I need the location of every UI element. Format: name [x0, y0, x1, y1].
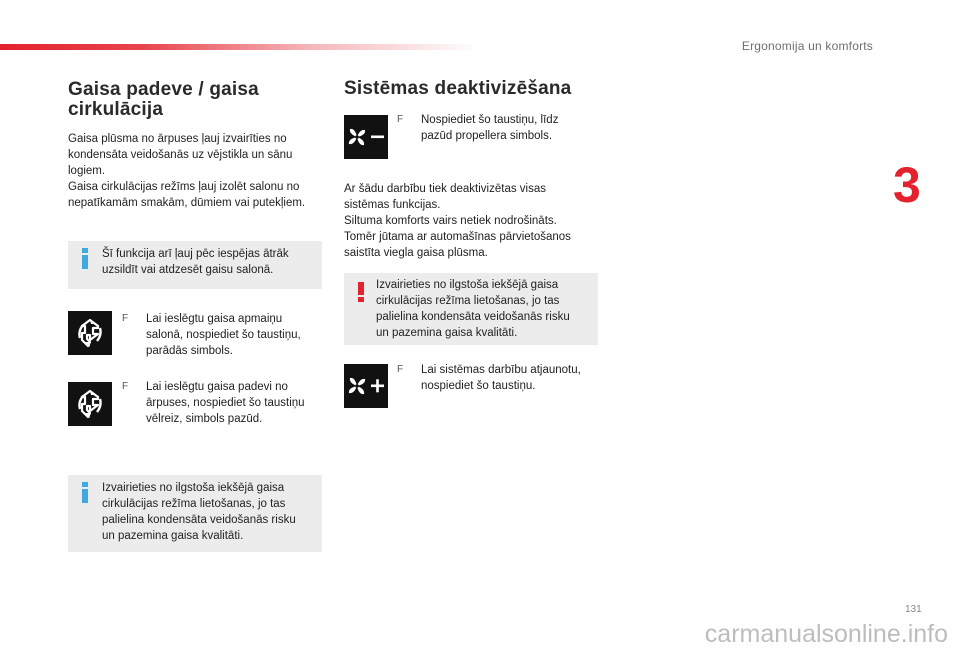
text-line: Nospiediet šo taustiņu, līdz — [421, 114, 559, 126]
fan-plus-icon — [344, 364, 388, 408]
text-line: vēlreiz, simbols pazūd. — [146, 413, 263, 425]
text-line: Tomēr jūtama ar automašīnas pārvietošanos — [344, 231, 571, 243]
page-number: 131 — [905, 604, 922, 615]
text-line: saistīta viegla gaisa plūsma. — [344, 247, 488, 259]
air-recirculation-icon — [68, 311, 112, 355]
top-accent-bar — [0, 44, 480, 50]
text-line: Šī funkcija arī ļauj pēc iespējas ātrāk — [102, 248, 289, 260]
text-line: Siltuma komforts vairs netiek nodrošināts. — [344, 215, 557, 227]
info-note-text — [102, 480, 296, 544]
text-line: palielina kondensāta veidošanās risku — [376, 311, 570, 323]
air-recirculation-icon — [68, 382, 112, 426]
text-line: Lai ieslēgtu gaisa padevi no — [146, 381, 288, 393]
text-line: parādās simbols. — [146, 345, 233, 357]
step-marker-icon: F — [397, 114, 404, 125]
text-line: Lai ieslēgtu gaisa apmaiņu — [146, 313, 283, 325]
info-note — [68, 241, 322, 289]
section-title: Ergonomija un komforts — [741, 39, 873, 53]
text-line: logiem. — [68, 165, 106, 177]
chapter-number: 3 — [893, 157, 921, 213]
text-line: sistēmas funkcijas. — [344, 199, 441, 211]
info-note-text — [102, 246, 289, 278]
step-marker-icon: F — [122, 313, 129, 324]
step-text — [421, 362, 581, 394]
fan-minus-icon — [344, 115, 388, 159]
watermark: carmanualsonline.info — [704, 620, 948, 648]
text-line: ārpuses, nospiediet šo taustiņu — [146, 397, 305, 409]
intro-paragraph — [68, 131, 338, 211]
info-icon — [82, 482, 88, 503]
text-line: Ar šādu darbību tiek deaktivizētas visas — [344, 183, 546, 195]
heading-air-intake — [68, 80, 328, 120]
heading-line: Gaisa padeve / gaisa — [68, 79, 259, 100]
text-line: salonā, nospiediet šo taustiņu, — [146, 329, 301, 341]
text-line: nospiediet šo taustiņu. — [421, 380, 536, 392]
step-marker-icon: F — [397, 364, 404, 375]
text-line: cirkulācijas režīma lietošanas, jo tas — [376, 295, 560, 307]
warning-note-text — [376, 277, 570, 341]
warning-icon — [358, 282, 364, 302]
text-line: Izvairieties no ilgstoša iekšējā gaisa — [376, 279, 559, 291]
heading-line: cirkulācija — [68, 99, 164, 120]
step-text — [146, 379, 305, 427]
text-line: kondensāta veidošanās uz vējstikla un sānu — [68, 149, 293, 161]
step-marker-icon: F — [122, 381, 129, 392]
info-note-recirculation — [68, 475, 322, 552]
deactivation-paragraph — [344, 181, 614, 261]
text-line: Lai sistēmas darbību atjaunotu, — [421, 364, 581, 376]
step-text — [421, 112, 558, 144]
text-line: un pazemina gaisa kvalitāti. — [102, 530, 244, 542]
info-icon — [82, 248, 88, 269]
warning-note — [344, 273, 598, 345]
heading-system-off: Sistēmas deaktivizēšana — [344, 78, 572, 99]
text-line: palielina kondensāta veidošanās risku — [102, 514, 296, 526]
text-line: un pazemina gaisa kvalitāti. — [376, 327, 518, 339]
step-text — [146, 311, 301, 359]
text-line: cirkulācijas režīma lietošanas, jo tas — [102, 498, 286, 510]
text-line: pazūd propellera simbols. — [421, 130, 553, 142]
text-line: uzsildīt vai atdzesēt gaisu salonā. — [102, 264, 274, 276]
text-line: Gaisa cirkulācijas režīms ļauj izolēt salonu no — [68, 181, 300, 193]
text-line: Izvairieties no ilgstoša iekšējā gaisa — [102, 482, 285, 494]
text-line: Gaisa plūsma no ārpuses ļauj izvairīties no — [68, 133, 287, 145]
text-line: nepatīkamām smakām, dūmiem vai putekļiem. — [68, 197, 306, 209]
